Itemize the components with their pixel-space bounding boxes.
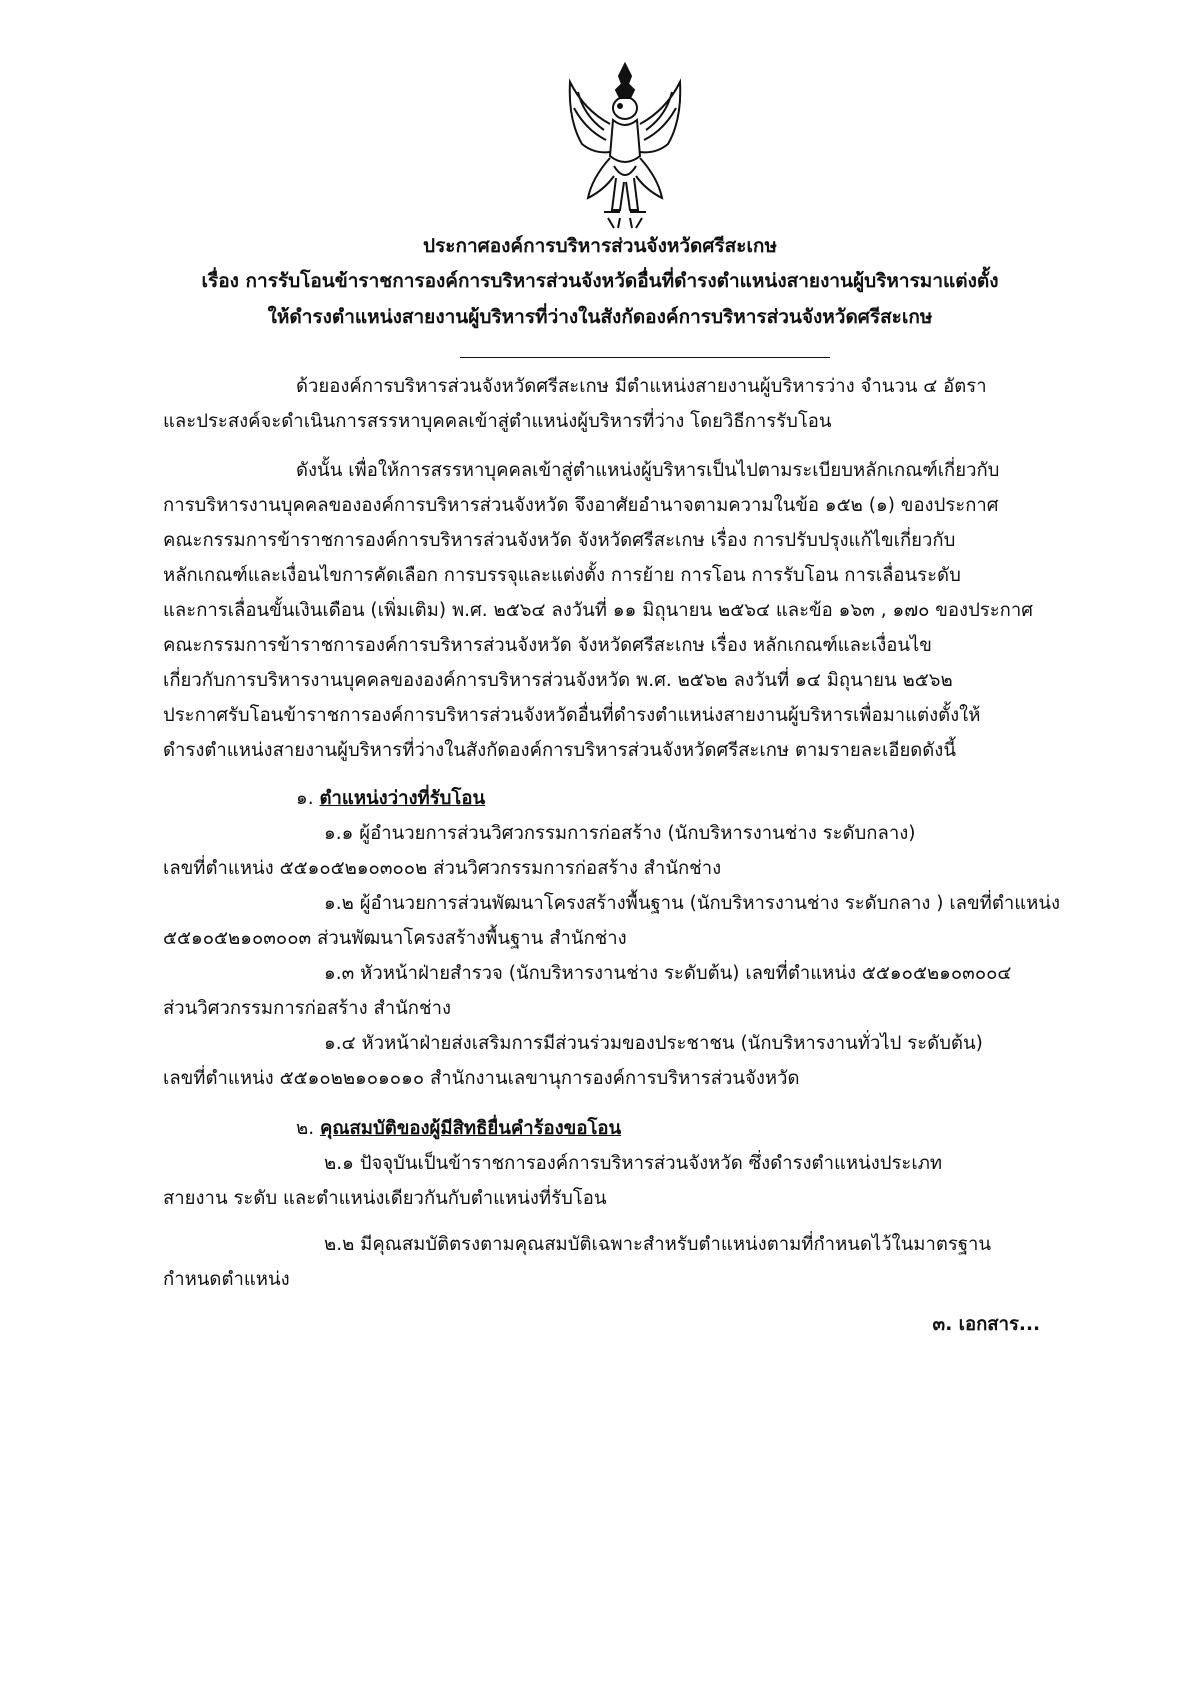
- item-2-2-line-2: กำหนดตำแหน่ง: [163, 1269, 290, 1290]
- section-2-title: คุณสมบัติของผู้มีสิทธิยื่นคำร้องขอโอน: [319, 1118, 622, 1139]
- intro-line-2: และประสงค์จะดำเนินการสรรหาบุคคลเข้าสู่ตำแหน่งผู้บริหารที่ว่าง โดยวิธีการรับโอน: [163, 411, 832, 432]
- body-line-2: การบริหารงานบุคคลขององค์การบริหารส่วนจังหวัด จึงอาศัยอำนาจตามความในข้อ ๑๕๒ (๑) ของประกาศ: [163, 495, 999, 516]
- title-divider: [460, 357, 830, 358]
- body-line-8: ประกาศรับโอนข้าราชการองค์การบริหารส่วนจังหวัดอื่นที่ดำรงตำแหน่งสายงานผู้บริหารเพื่อมาแต่งตั้งให้: [163, 705, 981, 726]
- item-2-1-line-2: สายงาน ระดับ และตำแหน่งเดียวกันกับตำแหน่งที่รับโอน: [163, 1188, 607, 1209]
- announcement-title: ประกาศองค์การบริหารส่วนจังหวัดศรีสะเกษ: [423, 235, 777, 257]
- section-2-heading: [296, 1113, 621, 1145]
- continued-marker: ๓. เอกสาร...: [932, 1314, 1040, 1335]
- item-1-1-line-1: ๑.๑ ผู้อำนวยการส่วนวิศวกรรมการก่อสร้าง (นักบริหารงานช่าง ระดับกลาง): [324, 823, 916, 844]
- item-2-1-line-1: ๒.๑ ปัจจุบันเป็นข้าราชการองค์การบริหารส่วนจังหวัด ซึ่งดำรงตำแหน่งประเภท: [324, 1153, 943, 1174]
- item-2-2-line-1: ๒.๒ มีคุณสมบัติตรงตามคุณสมบัติเฉพาะสำหรับตำแหน่งตามที่กำหนดไว้ในมาตรฐาน: [324, 1234, 992, 1255]
- item-1-4-line-2: เลขที่ตำแหน่ง ๕๕๑๐๒๒๑๐๑๐๑๐ สำนักงานเลขานุการองค์การบริหารส่วนจังหวัด: [163, 1068, 800, 1089]
- intro-line-1: ด้วยองค์การบริหารส่วนจังหวัดศรีสะเกษ มีตำแหน่งสายงานผู้บริหารว่าง จำนวน ๔ อัตรา: [296, 376, 987, 397]
- body-line-9: ดำรงตำแหน่งสายงานผู้บริหารที่ว่างในสังกัดองค์การบริหารส่วนจังหวัดศรีสะเกษ ตามรายละเอียดดังนี้: [163, 740, 956, 761]
- item-1-2-line-2: ๕๕๑๐๕๒๑๐๓๐๐๓ ส่วนพัฒนาโครงสร้างพื้นฐาน สำนักช่าง: [163, 928, 627, 949]
- item-1-3-line-1: ๑.๓ หัวหน้าฝ่ายสำรวจ (นักบริหารงานช่าง ระดับต้น) เลขที่ตำแหน่ง ๕๕๑๐๕๒๑๐๓๐๐๔: [324, 963, 1012, 984]
- section-1-heading: [296, 783, 485, 815]
- garuda-emblem-icon: [564, 60, 686, 232]
- item-1-2-line-1: ๑.๒ ผู้อำนวยการส่วนพัฒนาโครงสร้างพื้นฐาน (นักบริหารงานช่าง ระดับกลาง ) เลขที่ตำแหน่ง: [324, 893, 1061, 914]
- item-1-3-line-2: ส่วนวิศวกรรมการก่อสร้าง สำนักช่าง: [163, 998, 451, 1019]
- body-line-7: เกี่ยวกับการบริหารงานบุคคลขององค์การบริหารส่วนจังหวัด พ.ศ. ๒๕๖๒ ลงวันที่ ๑๔ มิถุนายน ๒๕๖๒: [163, 670, 953, 691]
- body-line-3: คณะกรรมการข้าราชการองค์การบริหารส่วนจังหวัด จังหวัดศรีสะเกษ เรื่อง การปรับปรุงแก้ไขเกี่ยวกับ: [163, 530, 956, 551]
- section-2-number: ๒.: [296, 1118, 315, 1139]
- subject-line-1: เรื่อง การรับโอนข้าราชการองค์การบริหารส่วนจังหวัดอื่นที่ดำรงตำแหน่งสายงานผู้บริหารมาแต่งตั้ง: [201, 270, 999, 292]
- section-1-title: ตำแหน่งว่างที่รับโอน: [319, 788, 486, 809]
- body-line-5: และการเลื่อนขั้นเงินเดือน (เพิ่มเติม) พ.ศ. ๒๕๖๔ ลงวันที่ ๑๑ มิถุนายน ๒๕๖๔ และข้อ ๑๖๓ , ๑๗๐ ของประกาศ: [163, 600, 1034, 621]
- item-1-1-line-2: เลขที่ตำแหน่ง ๕๕๑๐๕๒๑๐๓๐๐๒ ส่วนวิศวกรรมการก่อสร้าง สำนักช่าง: [163, 858, 722, 879]
- section-1-number: ๑.: [296, 788, 314, 809]
- subject-line-2: ให้ดำรงตำแหน่งสายงานผู้บริหารที่ว่างในสังกัดองค์การบริหารส่วนจังหวัดศรีสะเกษ: [267, 306, 933, 328]
- body-line-1: ดังนั้น เพื่อให้การสรรหาบุคคลเข้าสู่ตำแหน่งผู้บริหารเป็นไปตามระเบียบหลักเกณฑ์เกี่ยวกับ: [296, 460, 1000, 481]
- body-line-6: คณะกรรมการข้าราชการองค์การบริหารส่วนจังหวัด จังหวัดศรีสะเกษ เรื่อง หลักเกณฑ์และเงื่อนไข: [163, 635, 932, 656]
- item-1-4-line-1: ๑.๔ หัวหน้าฝ่ายส่งเสริมการมีส่วนร่วมของประชาชน (นักบริหารงานทั่วไป ระดับต้น): [324, 1033, 983, 1054]
- body-line-4: หลักเกณฑ์และเงื่อนไขการคัดเลือก การบรรจุและแต่งตั้ง การย้าย การโอน การรับโอน การเลื่อนระดับ: [163, 565, 961, 586]
